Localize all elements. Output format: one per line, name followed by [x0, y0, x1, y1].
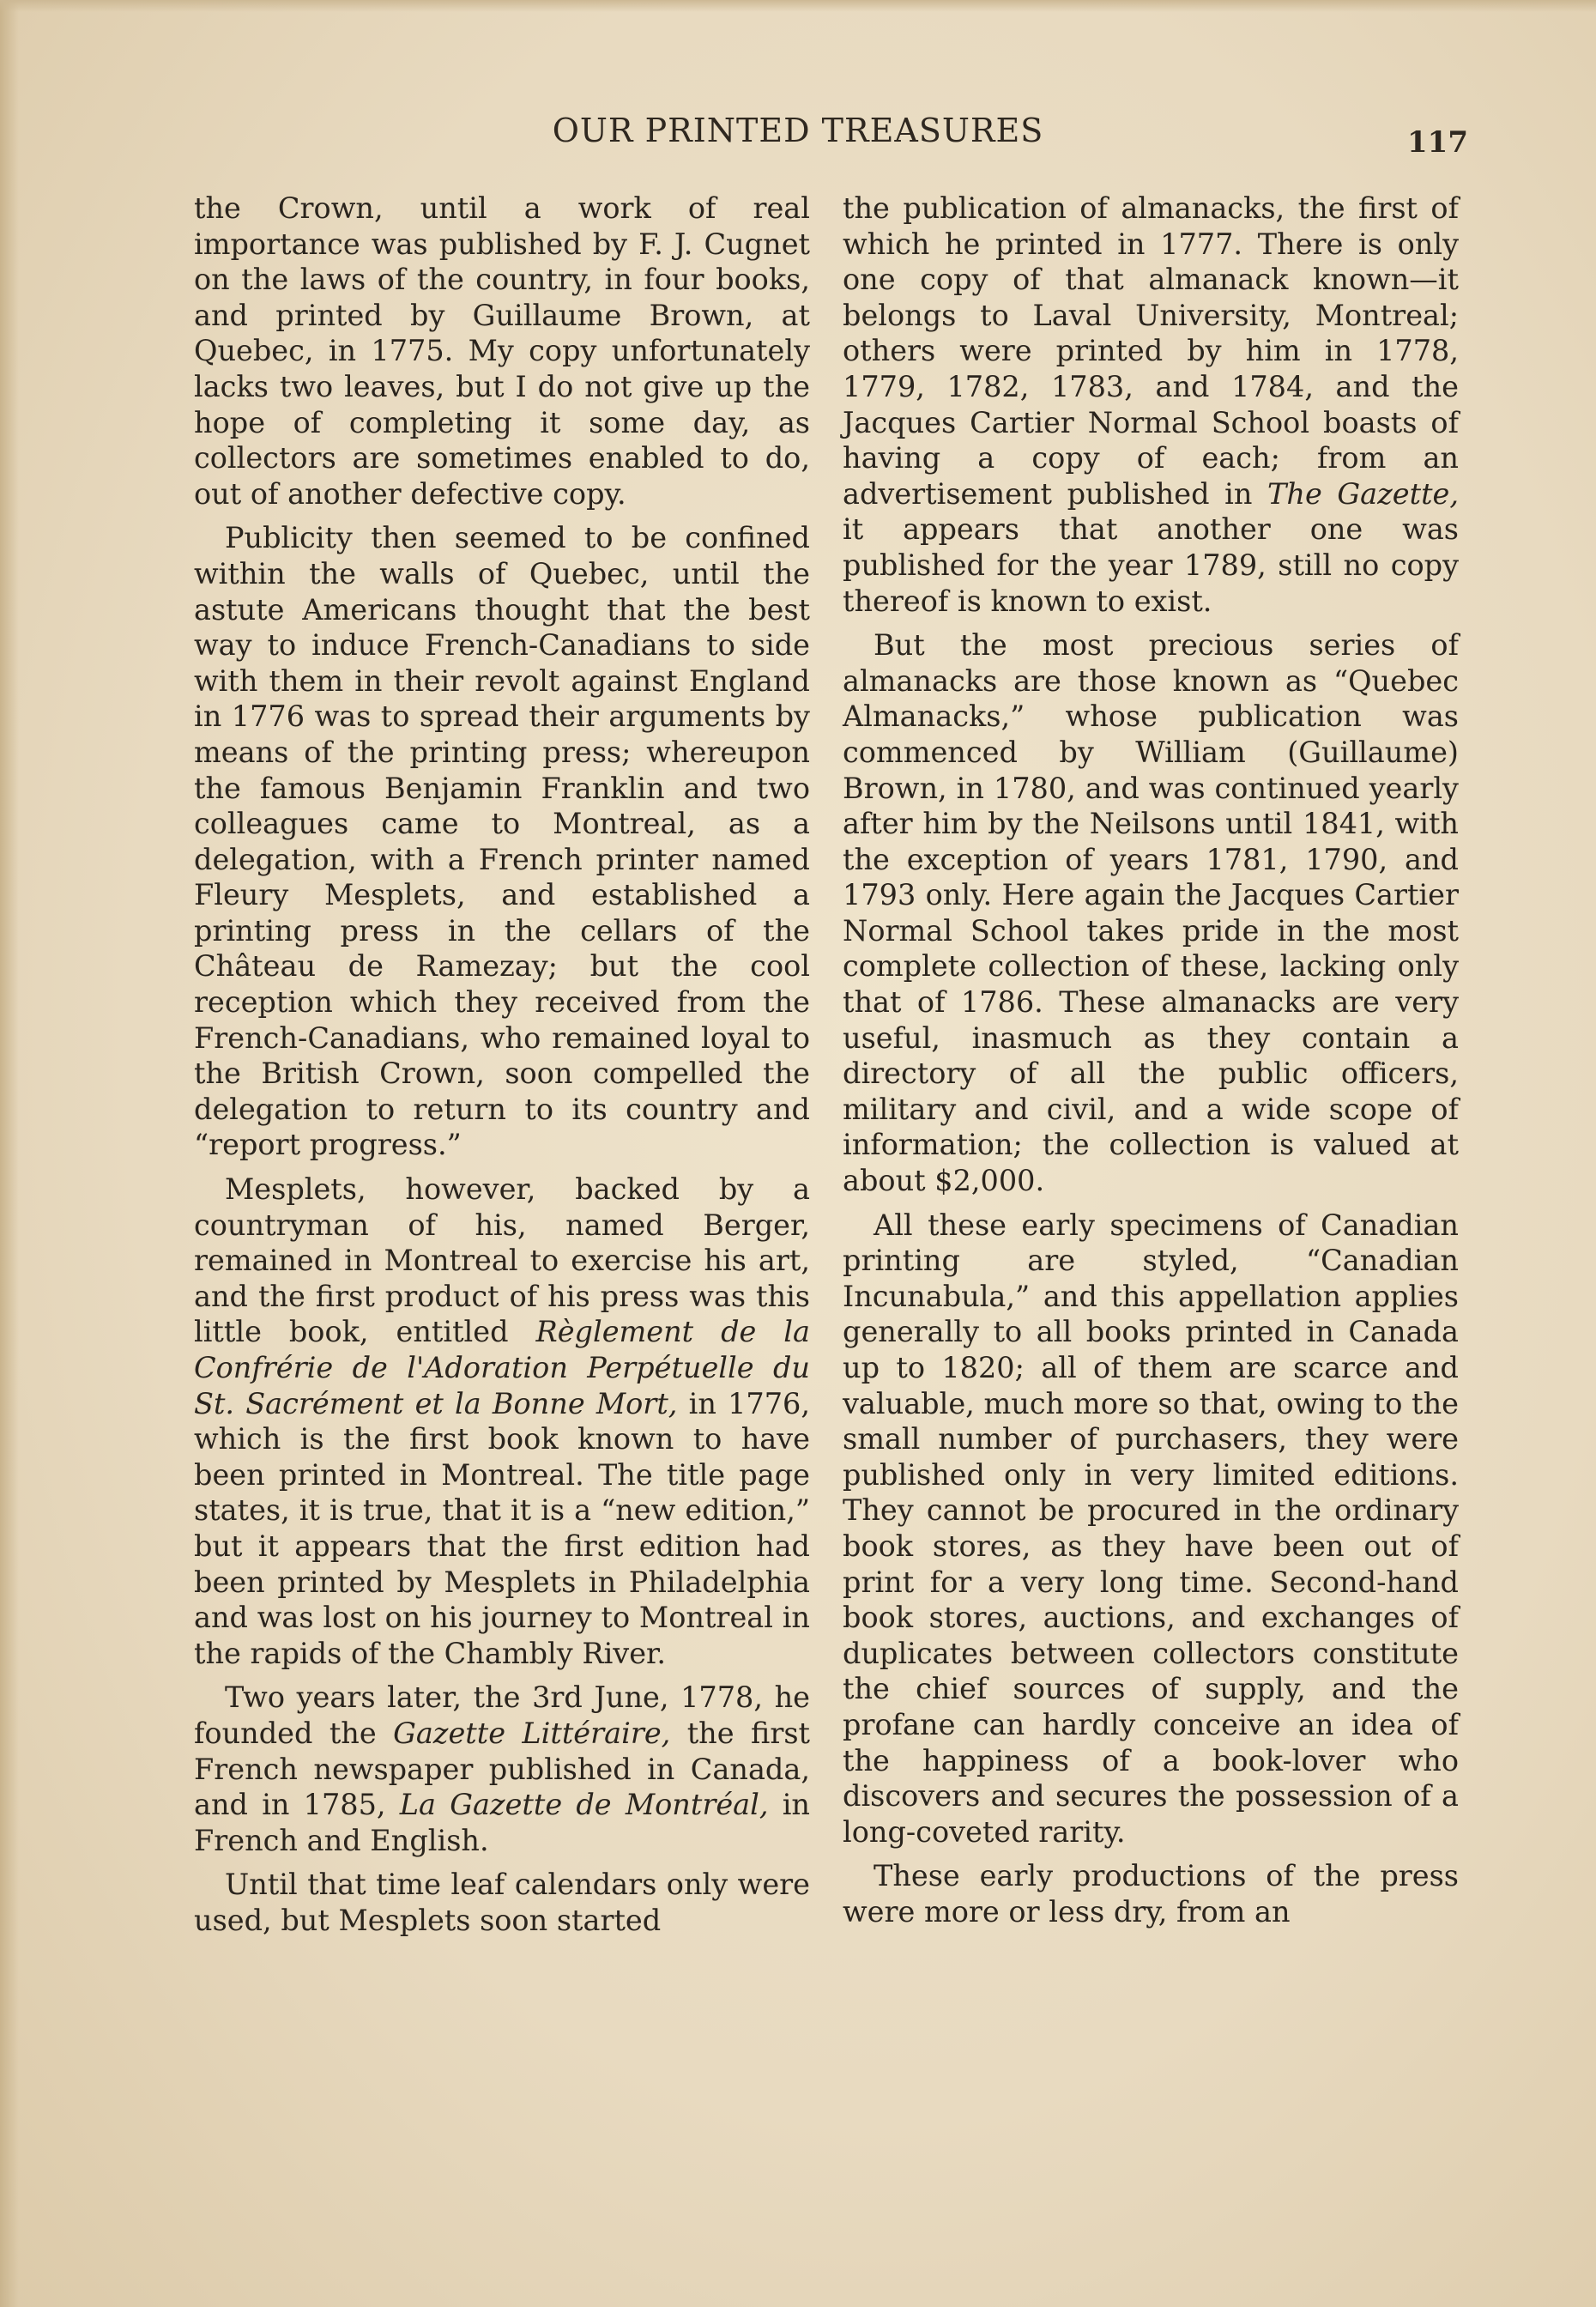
paragraph: [194, 1680, 810, 1858]
paragraph: All these early specimens of Canadian printing are styled, “Canadian Incunabula,” and this appellation applies generally to all books printed in Canada up to 1820; all of them are scarce and valuable, much more so that, owing to the small number of purchasers, they were published only in very limited editions. They cannot be procured in the ordinary book stores, as they have been out of print for a very long time. Second-hand book stores, auctions, and exchanges of duplicates between collectors constitute the chief sources of supply, and the profane can hardly conceive an idea of the happiness of a book-lover who discovers and secures the possession of a long-coveted rarity.: [843, 1208, 1459, 1849]
paragraph: Publicity then seemed to be confined within the walls of Quebec, until the astute Americans thought that the best way to induce French-Canadians to side with them in their revolt against England in 1776 was to spread their arguments by means of the printing press; whereupon the famous Benjamin Franklin and two colleagues came to Montreal, as a delegation, with a French printer named Fleury Mesplets, and established a printing press in the cellars of the Château de Ramezay; but the cool reception which they received from the French-Canadians, who remained loyal to the British Crown, soon compelled the delegation to return to its country and “report progress.”: [194, 521, 810, 1162]
newspaper-title: La Gazette de Montréal,: [399, 1788, 769, 1822]
paragraph-text: the first French newspaper published in Canada, and in 1785,: [194, 1716, 810, 1822]
paragraph-text: the publication of almanacks, the first of which he printed in 1777. There is only one copy of that almanack known—it belongs to Laval University, Montreal; others were printed by him in 1778, 1779, 1782, 1783, and 1784, and the Jacques Cartier Normal School boasts of having a copy of each; from an advertisement published in: [843, 191, 1459, 511]
paragraph: These early productions of the press were more or less dry, from an: [843, 1859, 1459, 1929]
paragraph: But the most precious series of almanacks are those known as “Quebec Almanacks,” whose publication was commenced by William (Guillaume) Brown, in 1780, and was continued yearly after him by the Neilsons until 1841, with the exception of years 1781, 1790, and 1793 only. Here again the Jacques Cartier Normal School takes pride in the most complete collection of these, lacking only that of 1786. These almanacks are very useful, inasmuch as they contain a directory of all the public officers, military and civil, and a wide scope of information; the collection is valued at about $2,000.: [843, 628, 1459, 1198]
newspaper-title: The Gazette,: [1267, 476, 1460, 511]
page-left-edge-shadow: [0, 0, 19, 2307]
paragraph-text: in 1776, which is the first book known to have been printed in Montreal. The title page states, it is true, that it is a “new edition,” but it appears that the first edition had been printed by Mesplets in Philadelphia and was lost on his journey to Montreal in the rapids of the Chambly River.: [194, 1386, 810, 1670]
page-number: 117: [1407, 125, 1468, 160]
book-title: Règlement de la Confrérie de l'Adoration Perpétuelle du St. Sacrément et la Bonne Mort,: [194, 1315, 810, 1420]
running-title: OUR PRINTED TREASURES: [552, 112, 1044, 149]
paragraph: the Crown, until a work of real importance was published by F. J. Cugnet on the laws of the country, in four books, and printed by Guillaume Brown, at Quebec, in 1775. My copy unfortunately lacks two leaves, but I do not give up the hope of completing it some day, as collectors are sometimes enabled to do, out of another defective copy.: [194, 191, 810, 511]
paragraph-text: in French and English.: [194, 1788, 810, 1857]
paragraph-text: it appears that another one was published for the year 1789, still no copy thereof is known to exist.: [843, 512, 1459, 618]
left-column: [194, 191, 810, 1939]
paragraph: [843, 191, 1459, 619]
paragraph-text: Two years later, the 3rd June, 1778, he founded the: [194, 1680, 810, 1750]
page-top-edge-shadow: [0, 0, 1596, 12]
paragraph-text: Mesplets, however, backed by a countryman of his, named Berger, remained in Montreal to exercise his art, and the first product of his press was this little book, entitled: [194, 1172, 810, 1349]
paragraph: [194, 1172, 810, 1671]
right-column: [843, 191, 1459, 1930]
paragraph: Until that time leaf calendars only were used, but Mesplets soon started: [194, 1868, 810, 1937]
newspaper-title: Gazette Littéraire,: [393, 1716, 671, 1750]
